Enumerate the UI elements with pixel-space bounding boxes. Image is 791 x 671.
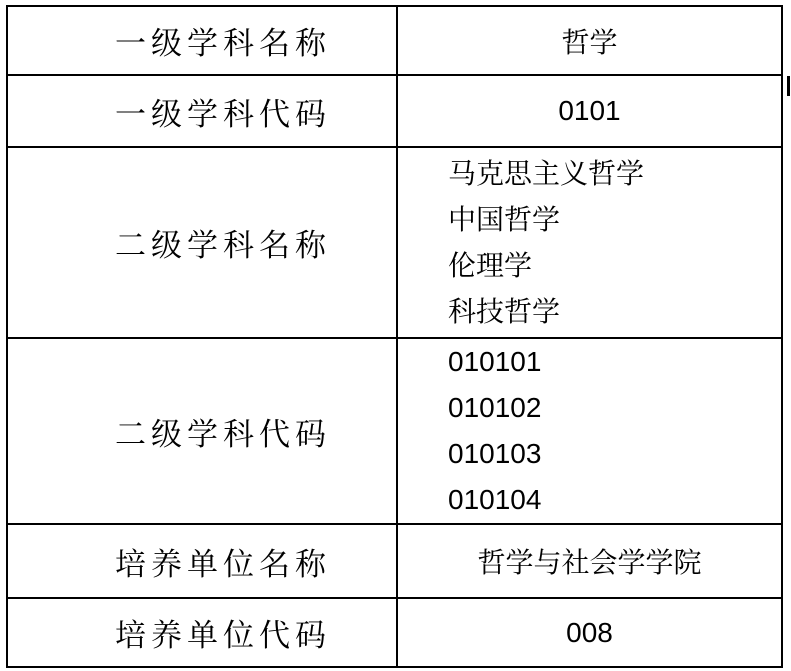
list-item: 010101 <box>448 346 542 377</box>
row-value-cell <box>397 147 782 338</box>
row-label-cell <box>7 598 397 667</box>
list-item: 中国哲学 <box>448 203 561 235</box>
row-value: 008 <box>566 616 613 648</box>
row-value: 哲学与社会学学院 <box>477 547 702 578</box>
list-item: 010103 <box>448 438 542 469</box>
list-item: 010104 <box>448 484 542 515</box>
table-row <box>7 524 782 598</box>
row-label: 一级学科代码 <box>115 96 331 132</box>
row-label-cell <box>7 75 397 147</box>
row-value-cell <box>397 6 782 75</box>
row-value-cell <box>397 75 782 147</box>
row-value: 0101 <box>558 95 621 126</box>
row-label-cell <box>7 524 397 598</box>
discipline-info-table <box>6 5 783 668</box>
list-item: 科技哲学 <box>448 295 561 327</box>
row-label: 培养单位名称 <box>115 546 331 582</box>
row-label: 二级学科名称 <box>115 228 331 263</box>
table-row <box>7 598 782 667</box>
row-value-cell <box>397 338 782 524</box>
row-label: 培养单位代码 <box>115 618 331 653</box>
row-label: 二级学科代码 <box>115 416 331 452</box>
list-item: 010102 <box>448 392 542 423</box>
row-label: 一级学科名称 <box>115 26 331 61</box>
row-value-cell <box>397 598 782 667</box>
table-row <box>7 6 782 75</box>
list-item: 伦理学 <box>448 249 533 281</box>
row-label-cell <box>7 6 397 75</box>
row-label-cell <box>7 338 397 524</box>
table-row <box>7 147 782 338</box>
row-value: 哲学 <box>561 26 618 58</box>
table-row <box>7 75 782 147</box>
row-label-cell <box>7 147 397 338</box>
table-row <box>7 338 782 524</box>
row-value-cell <box>397 524 782 598</box>
list-item: 马克思主义哲学 <box>448 157 645 189</box>
stray-mark-artifact <box>787 76 790 96</box>
